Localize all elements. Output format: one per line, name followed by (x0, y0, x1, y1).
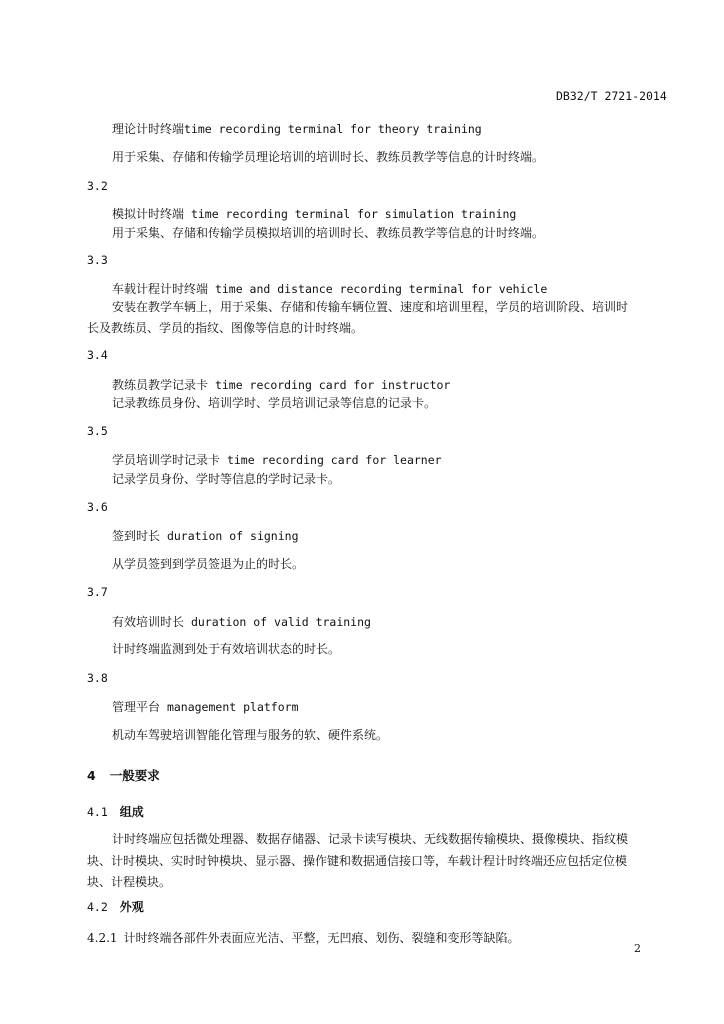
section-number: 3.7 (87, 585, 108, 599)
clause-text: 计时终端各部件外表面应光洁、平整，无凹痕、划伤、裂缝和变形等缺陷。 (123, 931, 520, 945)
term-definition: 用于采集、存储和传输学员模拟培训的培训时长、教练员教学等信息的计时终端。 (112, 226, 545, 240)
paragraph-line1: 计时终端应包括微处理器、数据存储器、记录卡读写模块、无线数据传输模块、摄像模块、指纹模 (112, 832, 629, 846)
term-en: time recording card for learner (220, 453, 442, 467)
subsection-heading-4-1 (87, 803, 144, 820)
section-number: 3.4 (87, 348, 108, 362)
subsection-number: 4.2 (87, 900, 108, 914)
term-en: management platform (160, 700, 299, 714)
section-number: 3.2 (87, 179, 108, 193)
chapter-title: 一般要求 (109, 768, 160, 783)
standard-code: DB32/T 2721-2014 (556, 89, 667, 103)
subsection-heading-4-2 (87, 898, 144, 915)
term-en: time and distance recording terminal for vehicle (208, 282, 548, 296)
section-number: 3.6 (87, 500, 108, 514)
term-definition: 机动车驾驶培训智能化管理与服务的软、硬件系统。 (112, 728, 389, 742)
term-definition: 记录教练员身份、培训学时、学员培训记录等信息的记录卡。 (112, 396, 437, 410)
term-heading-management-platform (112, 698, 299, 715)
term-heading-theory (112, 120, 482, 137)
page-number: 2 (634, 942, 641, 955)
term-zh: 有效培训时长 (112, 615, 185, 629)
subsection-number: 4.1 (87, 805, 108, 819)
term-en: time recording card for instructor (208, 378, 451, 392)
subsection-title: 外观 (119, 900, 144, 914)
term-en: duration of valid training (184, 615, 371, 629)
chapter-heading (87, 766, 160, 784)
clause-number: 4.2.1 (87, 931, 118, 945)
term-heading-instructor-card (112, 376, 450, 393)
subsection-title: 组成 (119, 805, 144, 819)
term-zh: 车载计程计时终端 (112, 282, 209, 296)
term-zh: 学员培训学时记录卡 (112, 453, 221, 467)
term-definition: 用于采集、存储和传输学员理论培训的培训时长、教练员教学等信息的计时终端。 (112, 150, 545, 164)
chapter-number: 4 (87, 768, 96, 783)
term-en: duration of signing (160, 529, 299, 543)
term-heading-signing (112, 527, 299, 544)
term-zh: 模拟计时终端 (112, 207, 185, 221)
term-heading-vehicle (112, 280, 547, 297)
term-definition-line1: 安装在教学车辆上，用于采集、存储和传输车辆位置、速度和培训里程，学员的培训阶段、培训时 (112, 300, 629, 314)
term-heading-valid-training (112, 613, 371, 630)
term-definition-line2: 长及教练员、学员的指纹、图像等信息的计时终端。 (87, 321, 364, 335)
term-definition: 记录学员身份、学时等信息的学时记录卡。 (112, 472, 341, 486)
term-en: time recording terminal for theory training (184, 122, 482, 136)
section-number: 3.8 (87, 671, 108, 685)
section-number: 3.5 (87, 424, 108, 438)
term-zh: 理论计时终端 (112, 122, 185, 136)
paragraph-line3: 块、计程模块。 (87, 875, 172, 889)
term-zh: 教练员教学记录卡 (112, 378, 209, 392)
term-heading-simulation (112, 205, 516, 222)
section-number: 3.3 (87, 253, 108, 267)
term-definition: 从学员签到到学员签退为止的时长。 (112, 557, 305, 571)
term-definition: 计时终端监测到处于有效培训状态的时长。 (112, 642, 341, 656)
term-zh: 签到时长 (112, 529, 161, 543)
term-heading-learner-card (112, 451, 442, 468)
paragraph-line2: 块、计时模块、实时时钟模块、显示器、操作键和数据通信接口等，车载计程计时终端还应包括定位模 (87, 854, 628, 868)
clause-4-2-1 (87, 929, 520, 946)
term-en: time recording terminal for simulation training (184, 207, 517, 221)
term-zh: 管理平台 (112, 700, 161, 714)
